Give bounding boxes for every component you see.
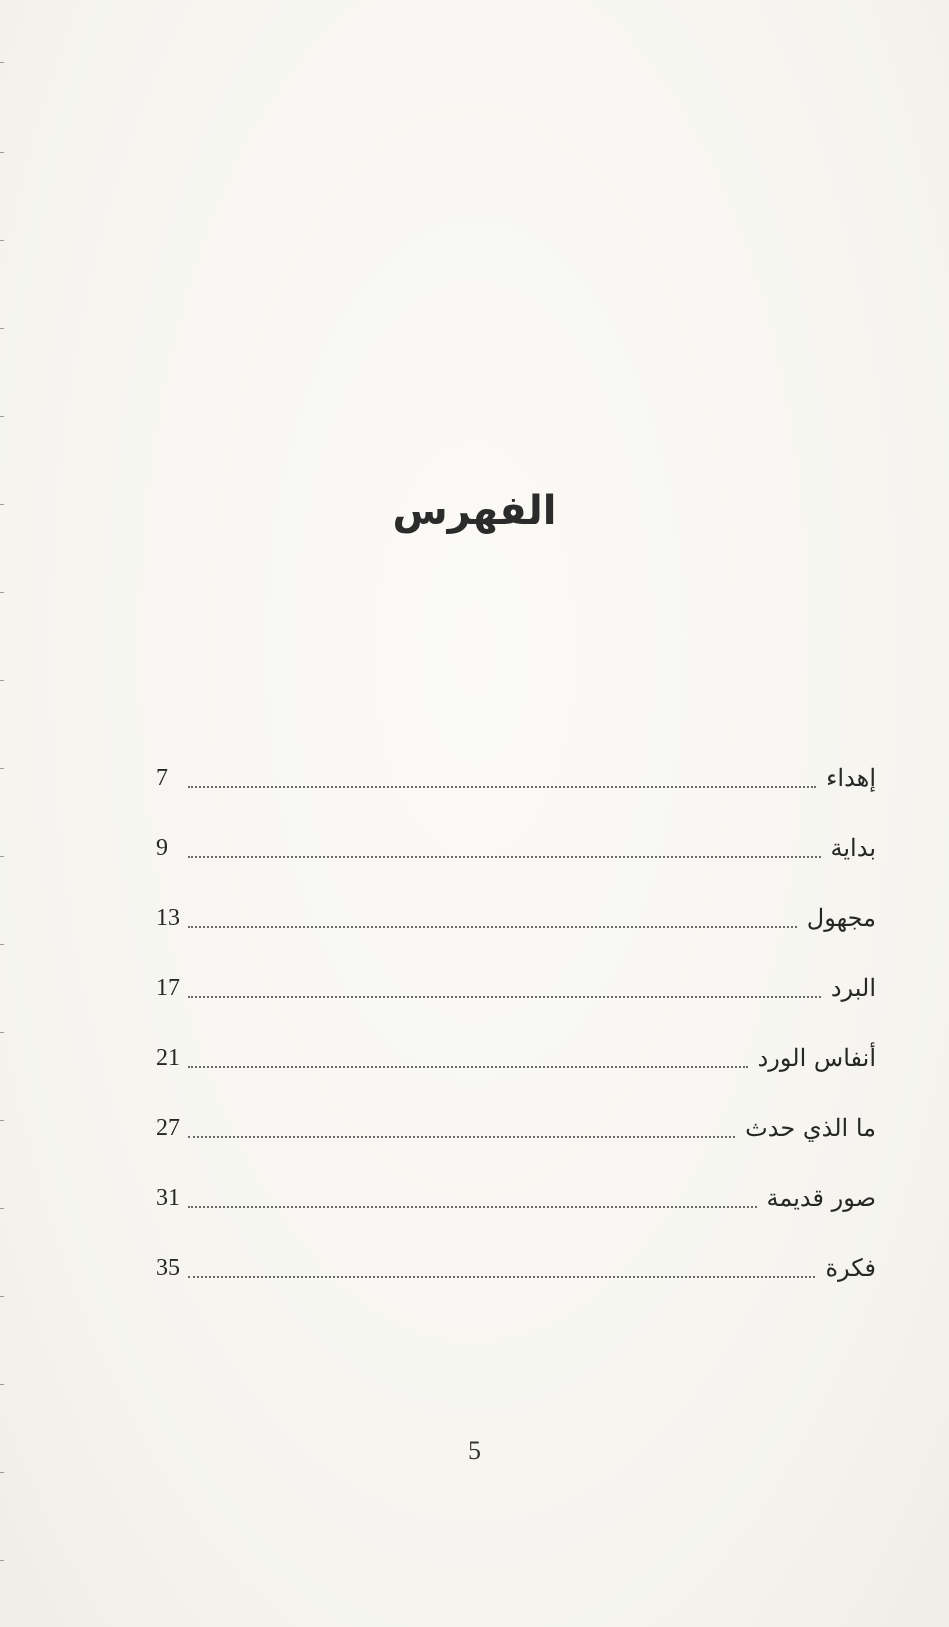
toc-entry-page: 9 bbox=[156, 835, 168, 861]
dot-leader bbox=[188, 1136, 735, 1138]
toc-entry[interactable] bbox=[156, 1178, 876, 1218]
dot-leader bbox=[188, 1276, 815, 1278]
dot-leader bbox=[188, 1066, 748, 1068]
toc-entry-title: صور قديمة bbox=[766, 1184, 876, 1212]
page-number: 5 bbox=[468, 1436, 481, 1465]
toc-entry-page: 31 bbox=[156, 1185, 180, 1211]
dot-leader bbox=[188, 926, 797, 928]
toc-entry-page: 7 bbox=[156, 765, 168, 791]
toc-entry-title: بداية bbox=[830, 834, 876, 862]
toc-entry-page: 21 bbox=[156, 1045, 180, 1071]
toc-entry[interactable] bbox=[156, 1248, 876, 1288]
toc-entry[interactable] bbox=[156, 1038, 876, 1078]
toc-entry[interactable] bbox=[156, 1108, 876, 1148]
toc-entry-title: إهداء bbox=[826, 764, 876, 792]
toc-entry-title: مجهول bbox=[806, 904, 876, 932]
toc-entry-page: 17 bbox=[156, 975, 180, 1001]
toc-entry-page: 35 bbox=[156, 1255, 180, 1281]
toc-entry[interactable] bbox=[156, 898, 876, 938]
page-title: الفهرس bbox=[392, 488, 557, 534]
toc-entry-title: البرد bbox=[830, 974, 876, 1002]
toc-entry[interactable] bbox=[156, 968, 876, 1008]
toc-entry[interactable] bbox=[156, 758, 876, 798]
toc-entry-title: ما الذي حدث bbox=[745, 1114, 876, 1142]
page-edge-marks bbox=[0, 0, 6, 1627]
toc-entry-title: فكرة bbox=[825, 1254, 876, 1282]
toc-entry-page: 27 bbox=[156, 1115, 180, 1141]
toc-entry[interactable] bbox=[156, 828, 876, 868]
dot-leader bbox=[188, 996, 821, 998]
dot-leader bbox=[188, 856, 821, 858]
dot-leader bbox=[188, 1206, 757, 1208]
toc-entry-title: أنفاس الورد bbox=[757, 1044, 876, 1072]
toc-entry-page: 13 bbox=[156, 905, 180, 931]
dot-leader bbox=[188, 786, 816, 788]
